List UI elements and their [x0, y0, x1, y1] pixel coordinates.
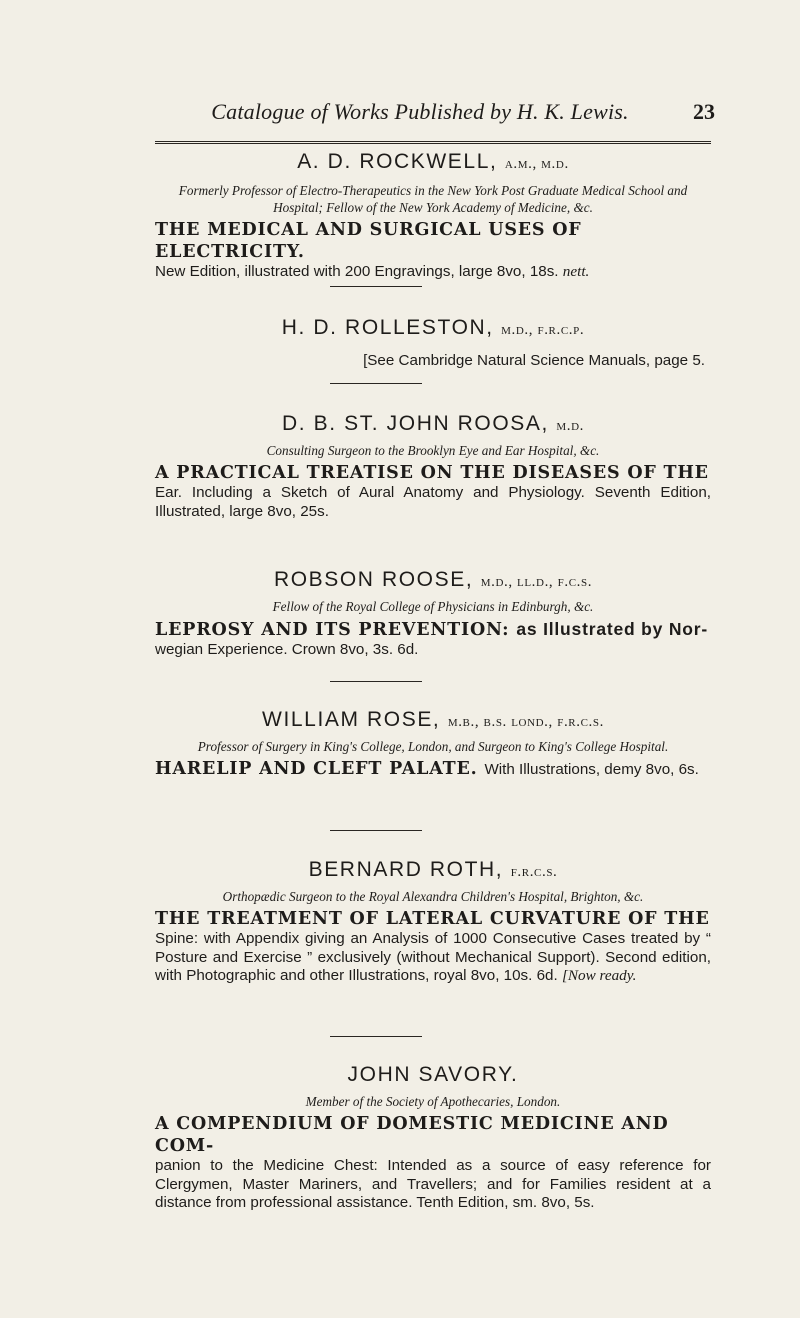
- entry-separator: [330, 1036, 422, 1037]
- author-affiliation: Fellow of the Royal College of Physicians in Edinburgh, &c.: [272, 599, 594, 614]
- author-heading: [155, 858, 711, 884]
- catalogue-entry-roth: [155, 858, 711, 986]
- entry-separator: [330, 286, 422, 287]
- book-title-continuation: With Illustrations, demy 8vo, 6s.: [484, 761, 699, 778]
- author-qualifications: m.d., f.r.c.p.: [501, 322, 585, 338]
- book-title-line: [155, 618, 711, 641]
- author-qualifications: a.m., m.d.: [504, 156, 569, 172]
- author-heading: [155, 568, 711, 594]
- author-qualifications: m.d.: [556, 418, 585, 434]
- book-title: HARELIP AND CLEFT PALATE.: [155, 759, 478, 779]
- author-affiliation: Professor of Surgery in King's College, London, and Surgeon to King's College Hospital.: [197, 739, 669, 754]
- page-number: 23: [693, 99, 715, 124]
- author-qualifications: m.d., ll.d., f.c.s.: [480, 574, 593, 590]
- author-name: D. B. ST. JOHN ROOSA,: [281, 412, 549, 435]
- catalogue-entry-roose: [155, 568, 711, 660]
- author-heading: [155, 708, 711, 734]
- book-title: LEPROSY AND ITS PREVENTION:: [155, 620, 510, 640]
- catalogue-entry-rose: [155, 708, 711, 781]
- catalogue-entry-roosa: [155, 412, 711, 521]
- running-head-title: Catalogue of Works Published by H. K. Lewis.: [211, 99, 629, 124]
- book-title: A PRACTICAL TREATISE ON THE DISEASES OF THE: [155, 463, 709, 483]
- author-name: BERNARD ROTH,: [308, 858, 504, 881]
- book-description: [155, 263, 711, 282]
- catalogue-entry-savory: [155, 1063, 711, 1213]
- book-description: panion to the Medicine Chest: Intended as a source of easy reference for Clergymen, Master Mariners, and Travellers; and for Families resident at a distance from professional assistance. Tenth Edition, sm. 8vo, 5s.: [155, 1157, 711, 1211]
- book-availability-note: [Now ready.: [561, 967, 637, 984]
- book-title: THE MEDICAL AND SURGICAL USES OF ELECTRICITY.: [155, 220, 582, 262]
- entry-separator: [330, 383, 422, 384]
- author-name: A. D. ROCKWELL,: [297, 150, 498, 173]
- catalogue-entry-rolleston: [155, 316, 711, 369]
- author-qualifications: f.r.c.s.: [510, 864, 558, 880]
- book-title-line: [155, 758, 711, 781]
- author-affiliation: Member of the Society of Apothecaries, London.: [305, 1094, 561, 1109]
- book-title: THE TREATMENT OF LATERAL CURVATURE OF THE: [155, 909, 710, 929]
- author-name: ROBSON ROOSE,: [273, 568, 474, 591]
- author-affiliation: Orthopædic Surgeon to the Royal Alexandra Children's Hospital, Brighton, &c.: [222, 889, 644, 904]
- book-description: [155, 930, 711, 986]
- author-heading: [155, 316, 711, 342]
- author-heading: [155, 150, 711, 176]
- header-double-rule: [155, 141, 711, 146]
- entry-separator: [330, 681, 422, 682]
- entry-separator: [330, 830, 422, 831]
- author-heading: [155, 1063, 711, 1087]
- author-name: WILLIAM ROSE,: [262, 708, 441, 731]
- running-head: [155, 99, 715, 139]
- author-name: JOHN SAVORY.: [347, 1063, 519, 1086]
- see-also-reference: [See Cambridge Natural Science Manuals, page 5.: [363, 352, 705, 369]
- book-title-continuation: as Illustrated by Nor-: [516, 619, 709, 639]
- book-description: Ear. Including a Sketch of Aural Anatomy and Physiology. Seventh Edition, Illustrated, large 8vo, 25s.: [155, 484, 711, 520]
- book-description: wegian Experience. Crown 8vo, 3s. 6d.: [155, 641, 419, 658]
- author-name: H. D. ROLLESTON,: [281, 316, 494, 339]
- author-qualifications: m.b., b.s. lond., f.r.c.s.: [447, 714, 604, 730]
- book-description-text: New Edition, illustrated with 200 Engravings, large 8vo, 18s.: [155, 263, 559, 280]
- book-description-text: Spine: with Appendix giving an Analysis of 1000 Consecutive Cases treated by “ Posture and Exercise ” exclusively (without Mechanical Support). Second edition, with Photographic and other Illustrations, royal 8vo, 10s. 6d.: [155, 930, 711, 984]
- book-price-note: nett.: [562, 263, 590, 280]
- catalogue-entry-rockwell: [155, 150, 711, 282]
- author-heading: [155, 412, 711, 438]
- author-affiliation: Consulting Surgeon to the Brooklyn Eye and Ear Hospital, &c.: [266, 443, 600, 458]
- author-affiliation: Formerly Professor of Electro-Therapeutics in the New York Post Graduate Medical School and Hospital; Fellow of the New York Academy of Medicine, &c.: [178, 183, 688, 215]
- book-title: A COMPENDIUM OF DOMESTIC MEDICINE AND COM-: [155, 1114, 669, 1156]
